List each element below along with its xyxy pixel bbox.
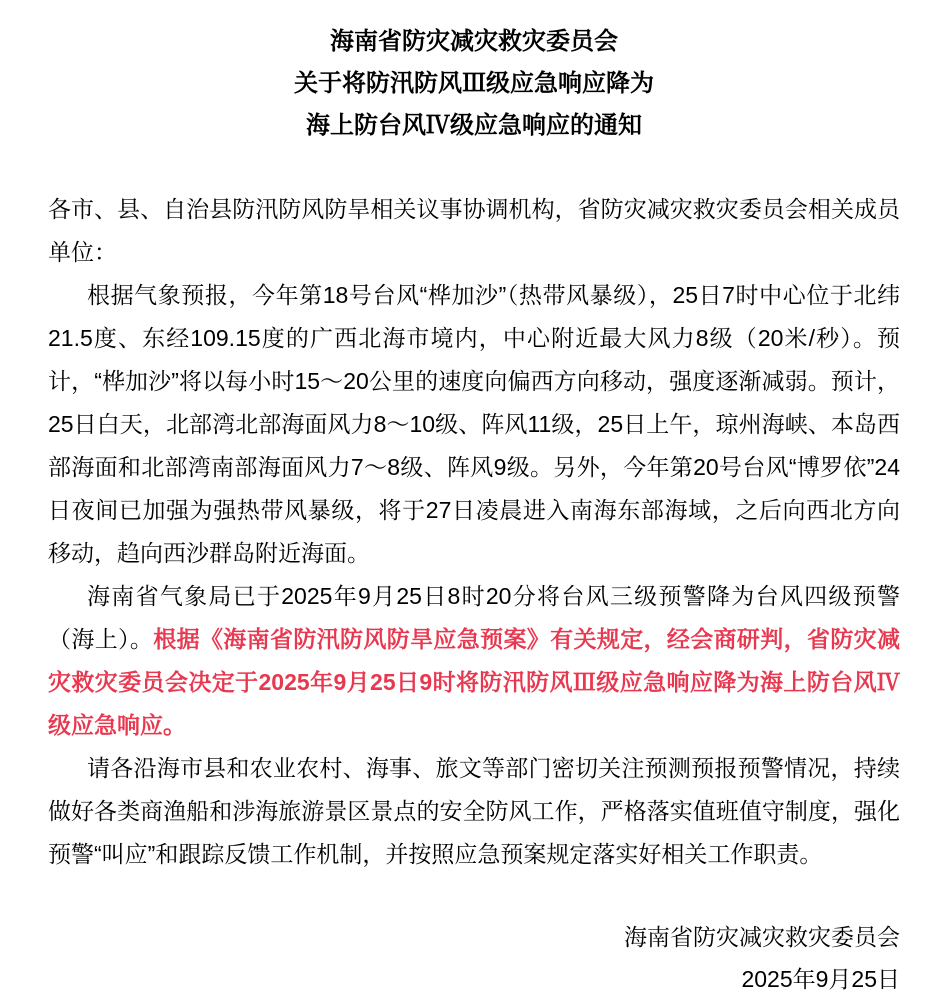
- title-line-2: 关于将防汛防风Ⅲ级应急响应降为: [294, 70, 654, 97]
- title-line-3: 海上防台风Ⅳ级应急响应的通知: [306, 112, 642, 139]
- forecast-paragraph: 根据气象预报，今年第18号台风“桦加沙”（热带风暴级），25日7时中心位于北纬21.5度、东经109.15度的广西北海市境内，中心附近最大风力8级（20米/秒）。预计，“桦加沙”将以每小时15～20公里的速度向偏西方向移动，强度逐渐减弱。预计，25日白天，北部湾北部海面风力8～10级、阵风11级，25日上午，琼州海峡、本岛西部海面和北部湾南部海面风力7～8级、阵风9级。另外，今年第20号台风“博罗依”24日夜间已加强为强热带风暴级，将于27日凌晨进入南海东部海域，之后向西北方向移动，趋向西沙群岛附近海面。: [48, 282, 900, 566]
- title-line-1: 海南省防灾减灾救灾委员会: [330, 28, 618, 55]
- signature-date: 2025年9月25日: [741, 966, 900, 992]
- requirements-paragraph: 请各沿海市县和农业农村、海事、旅文等部门密切关注预测预报预警情况，持续做好各类商渔船和涉海旅游景区景点的安全防风工作，严格落实值班值守制度，强化预警“叫应”和跟踪反馈工作机制，并按照应急预案规定落实好相关工作职责。: [48, 755, 900, 867]
- decision-highlight-text: 根据《海南省防汛防风防旱应急预案》有关规定，经会商研判，省防灾减灾救灾委员会决定于2025年9月25日9时将防汛防风Ⅲ级应急响应降为海上防台风Ⅳ级应急响应。: [48, 626, 901, 738]
- signature-block: [48, 916, 900, 1000]
- document-body: [48, 188, 900, 876]
- signature-issuer: 海南省防灾减灾救灾委员会: [624, 924, 900, 950]
- decision-intro-text: 海南省气象局已于2025年9月25日8时20分将台风三级预警降为台风四级预警（海上）。: [48, 583, 900, 652]
- decision-paragraph: [48, 575, 900, 747]
- salutation: 各市、县、自治县防汛防风防旱相关议事协调机构，省防灾减灾救灾委员会相关成员单位：: [48, 196, 900, 265]
- document-title: [48, 21, 900, 147]
